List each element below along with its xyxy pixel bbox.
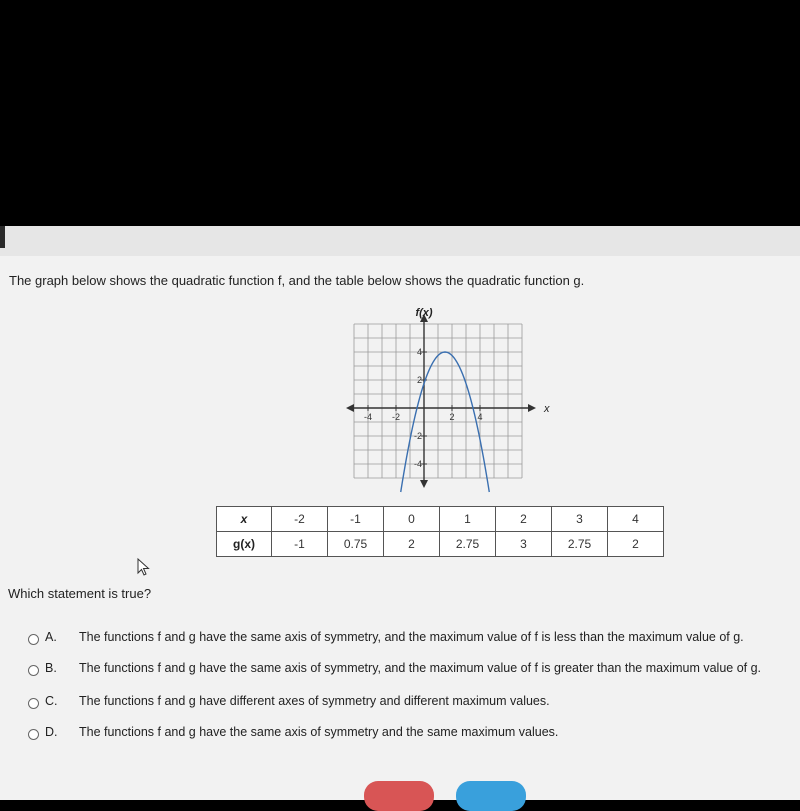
table-cell-g: 2.75 (440, 532, 496, 557)
y-tick-label: -2 (413, 431, 422, 441)
table-cell-x: 3 (552, 507, 608, 532)
option-d[interactable] (28, 725, 798, 749)
radio-icon[interactable] (28, 698, 39, 709)
clear-button[interactable] (364, 781, 434, 811)
left-edge-marker (0, 226, 5, 248)
option-text: The functions f and g have the same axis of symmetry and the same maximum values. (79, 725, 559, 739)
table-cell-g: 3 (496, 532, 552, 557)
table-cell-x: 0 (384, 507, 440, 532)
top-band (0, 226, 800, 256)
x-axis-label: x (544, 403, 550, 415)
x-tick-label: 4 (477, 412, 483, 422)
table-cell-g: 2.75 (552, 532, 608, 557)
y-tick-label: 4 (416, 347, 422, 357)
option-text: The functions f and g have the same axis of symmetry, and the maximum value of f is greater than the maximum value of g. (79, 661, 762, 675)
table-cell-g: 2 (384, 532, 440, 557)
table-cell-x: -2 (272, 507, 328, 532)
y-tick-label: -4 (413, 459, 422, 469)
radio-icon[interactable] (28, 665, 39, 676)
x-tick-label: 2 (449, 412, 455, 422)
table-cell-x: 1 (440, 507, 496, 532)
table-cell-g: 2 (608, 532, 664, 557)
graph-title: f(x) (415, 307, 433, 319)
question-prompt: The graph below shows the quadratic function f, and the table below shows the quadratic function g. (9, 273, 585, 288)
option-letter: A. (45, 630, 57, 644)
table-cell-x: 4 (608, 507, 664, 532)
option-c[interactable] (28, 694, 798, 718)
table-header-x: x (217, 507, 272, 532)
option-letter: B. (45, 661, 57, 675)
option-letter: D. (45, 725, 58, 739)
option-text: The functions f and g have different axes of symmetry and different maximum values. (79, 694, 550, 708)
option-b[interactable] (28, 661, 798, 685)
x-tick-label: -2 (391, 412, 401, 422)
table-row-x (217, 507, 664, 532)
table-cell-x: -1 (328, 507, 384, 532)
submit-button[interactable] (456, 781, 526, 811)
mouse-pointer-icon (136, 558, 152, 578)
function-g-table (216, 506, 664, 557)
x-tick-label: -4 (363, 412, 373, 422)
table-header-g: g(x) (217, 532, 272, 557)
graph-background (340, 304, 540, 504)
question-text: Which statement is true? (8, 586, 152, 601)
table-cell-x: 2 (496, 507, 552, 532)
table-cell-g: -1 (272, 532, 328, 557)
function-f-graph (340, 304, 550, 504)
table-cell-g: 0.75 (328, 532, 384, 557)
option-letter: C. (45, 694, 58, 708)
option-a[interactable] (28, 630, 798, 654)
y-tick-label: 2 (416, 375, 422, 385)
table-row-g (217, 532, 664, 557)
option-text: The functions f and g have the same axis of symmetry, and the maximum value of f is less than the maximum value of g. (79, 630, 744, 644)
question-screen (0, 226, 800, 800)
radio-icon[interactable] (28, 729, 39, 740)
radio-icon[interactable] (28, 634, 39, 645)
